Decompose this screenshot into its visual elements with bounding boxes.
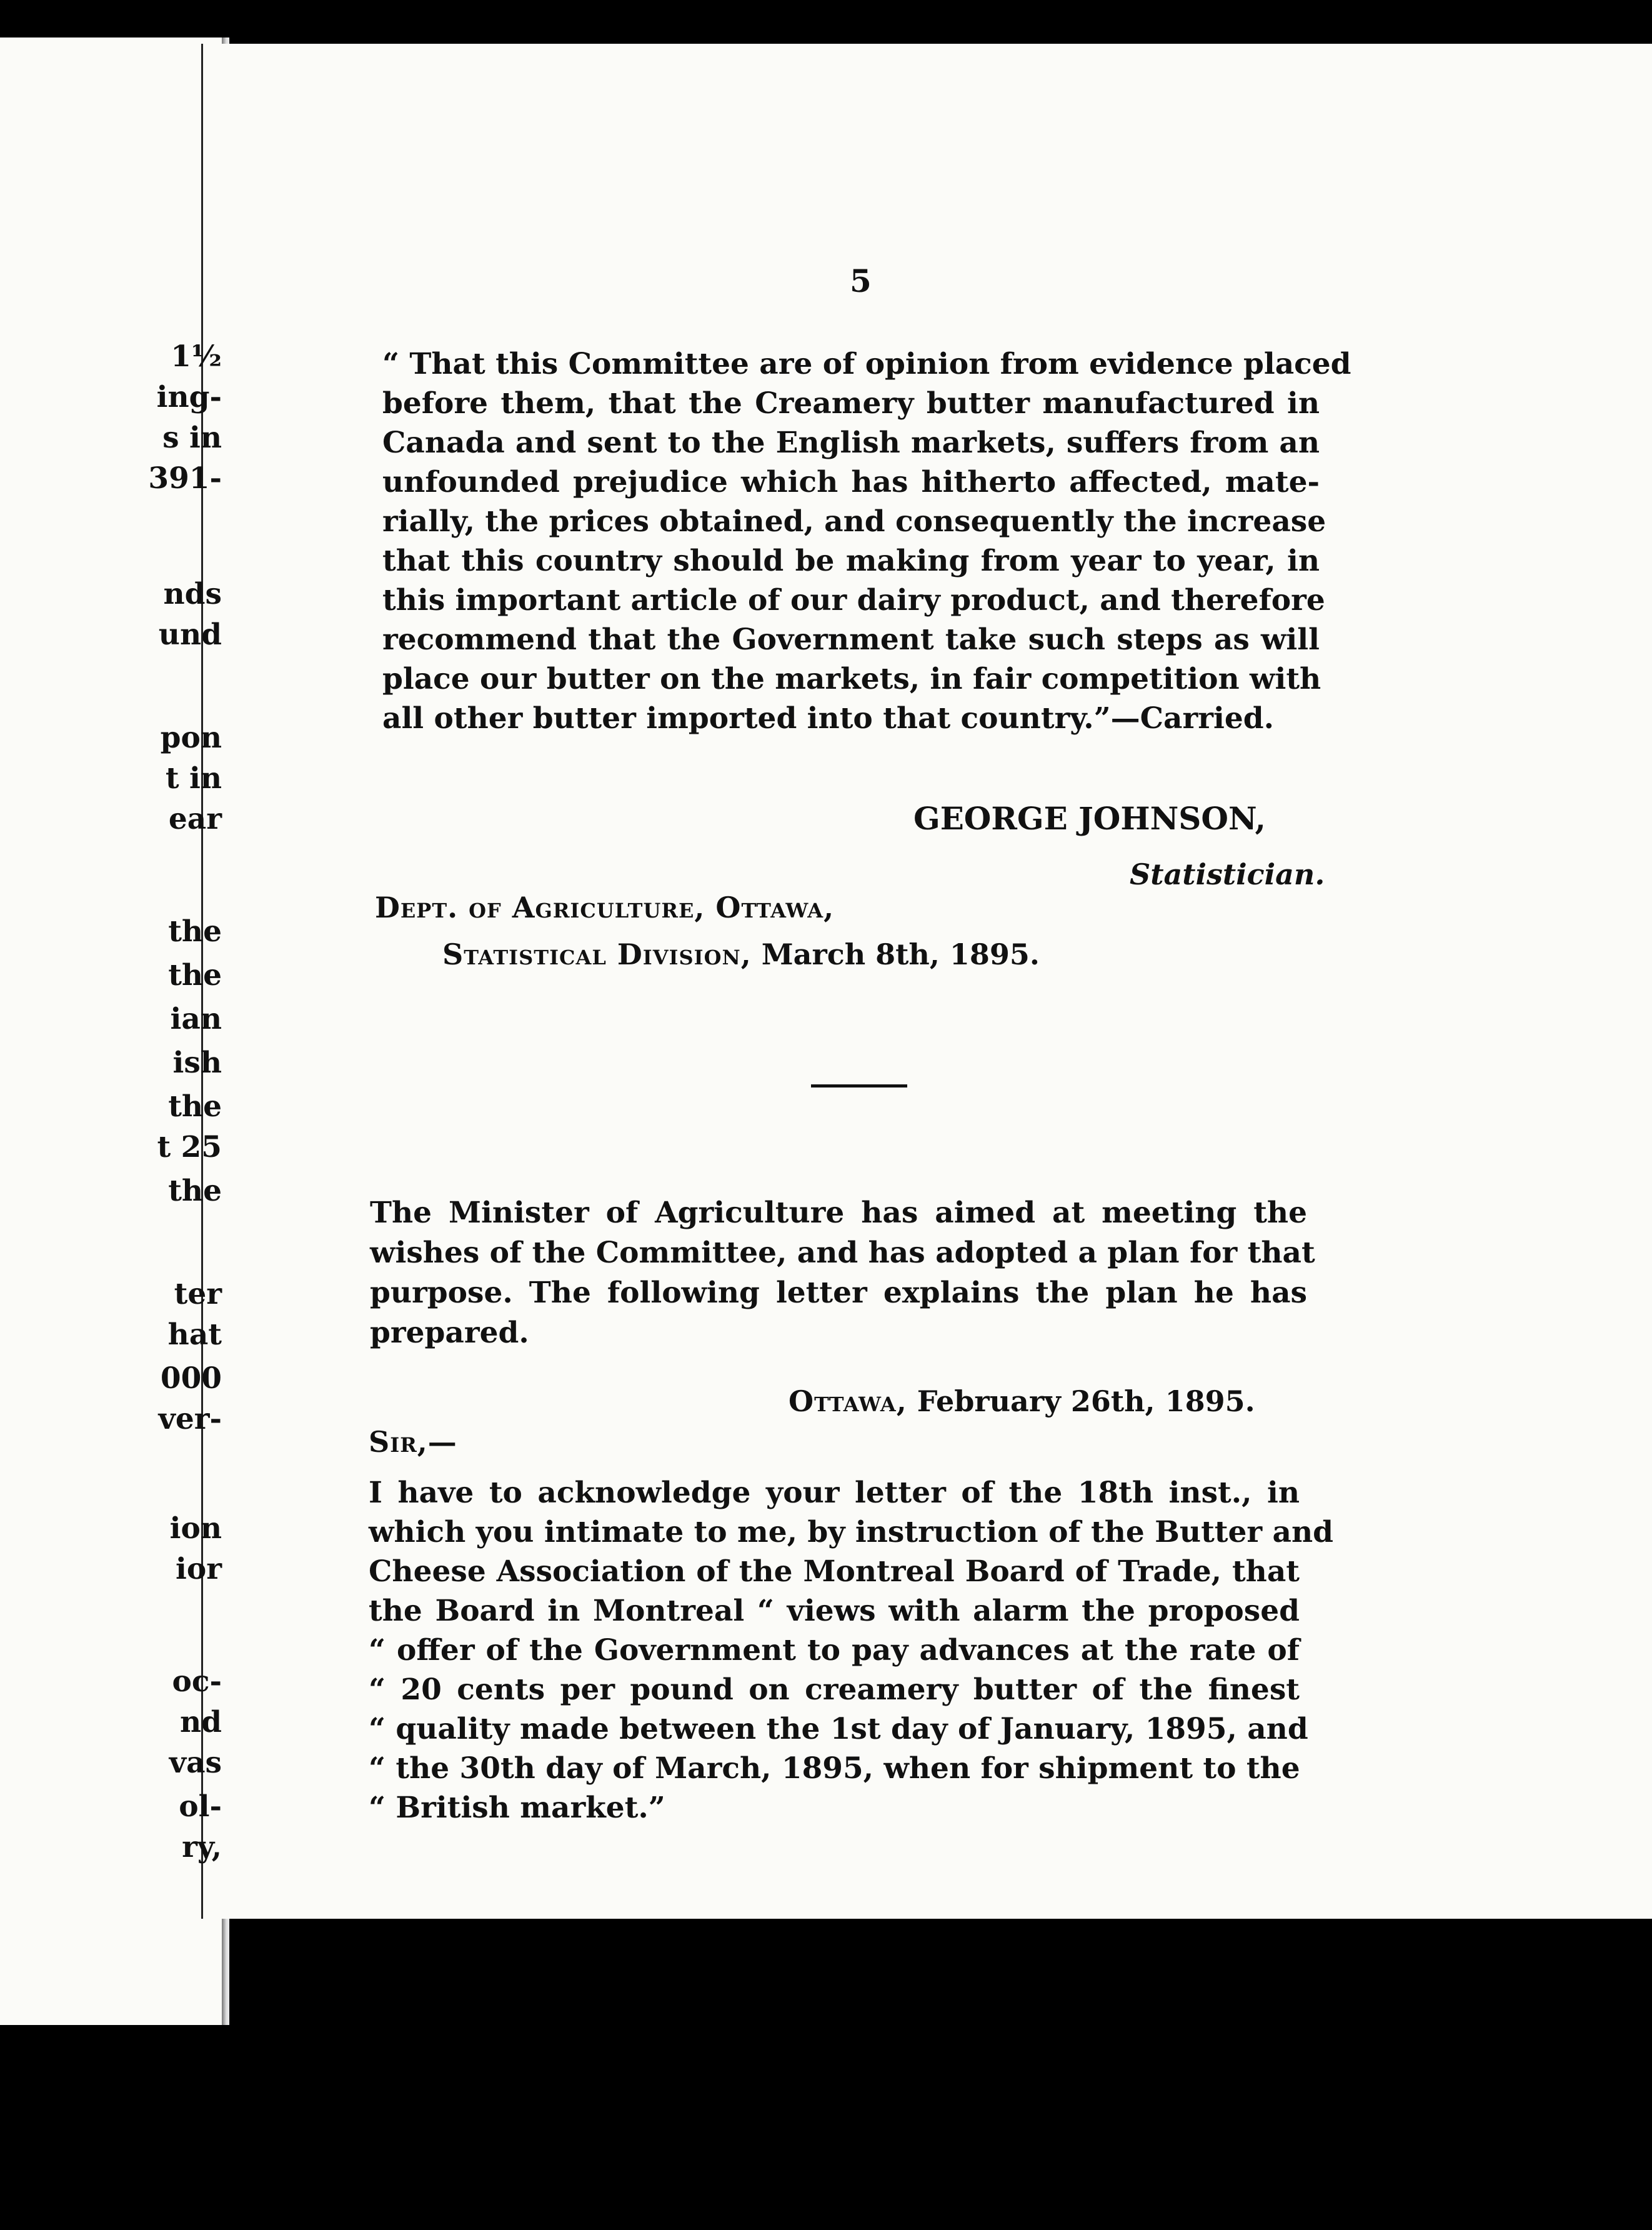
left-page-fragment: ear xyxy=(168,802,222,836)
text-line: all other butter imported into that country.”—Carried. xyxy=(382,701,1274,736)
text-line: Canada and sent to the English markets, suffers from an xyxy=(382,426,1320,460)
left-page-fragment: ian xyxy=(170,1002,222,1036)
letter-date: February 26th, 1895. xyxy=(917,1384,1255,1418)
text-line: “ offer of the Government to pay advances at the rate of xyxy=(369,1633,1300,1668)
left-page-fragment: 000 xyxy=(160,1361,222,1396)
left-page-fragment: t in xyxy=(165,761,222,796)
left-page-fragment: ing- xyxy=(156,380,222,414)
letter-salutation: Sir,— xyxy=(369,1425,457,1459)
left-page-fragment: 391- xyxy=(148,461,222,496)
division-name: Statistical Division, xyxy=(442,938,752,971)
text-line: before them, that the Creamery butter manufactured in xyxy=(382,386,1320,421)
dateline-division xyxy=(442,938,1040,971)
left-page-fragment: s in xyxy=(162,421,222,455)
letter-dateline xyxy=(789,1384,1255,1418)
left-page-fragment: ver- xyxy=(158,1402,222,1436)
dateline-date: March 8th, 1895. xyxy=(761,938,1040,971)
text-line: Cheese Association of the Montreal Board of Trade, that xyxy=(369,1554,1300,1589)
left-page-fragment: the xyxy=(168,958,222,992)
left-page-fragment: vas xyxy=(169,1746,222,1780)
left-page-fragment: ish xyxy=(172,1046,222,1080)
text-line: rially, the prices obtained, and consequently the increase xyxy=(382,504,1326,539)
text-line: “ 20 cents per pound on creamery butter of the finest xyxy=(369,1672,1300,1707)
text-line: “ the 30th day of March, 1895, when for shipment to the xyxy=(369,1751,1300,1786)
signature-name: GEORGE JOHNSON, xyxy=(913,800,1266,837)
left-page-fragment: the xyxy=(168,1089,222,1124)
text-line: that this country should be making from year to year, in xyxy=(382,544,1320,578)
left-page-fragment: nds xyxy=(163,577,222,611)
left-page-fragment: t 25 xyxy=(157,1130,222,1164)
left-page-fragment: oc- xyxy=(172,1664,222,1699)
letter-place: Ottawa, xyxy=(789,1384,907,1418)
signature-title: Statistician. xyxy=(1130,858,1325,891)
left-page-fragment: the xyxy=(168,1174,222,1208)
left-page-fragment: ion xyxy=(169,1511,222,1546)
left-page-fragment: the xyxy=(168,914,222,949)
text-line: “ That this Committee are of opinion from evidence placed xyxy=(382,347,1351,381)
text-line: The Minister of Agriculture has aimed at meeting the xyxy=(370,1196,1307,1230)
text-line: unfounded prejudice which has hitherto affected, mate- xyxy=(382,465,1320,499)
left-page-fragment: und xyxy=(158,618,222,652)
left-page-fragment: ol- xyxy=(179,1789,222,1824)
text-line: prepared. xyxy=(370,1316,529,1350)
left-page-fragment: ry, xyxy=(182,1830,222,1864)
left-page-fragment: ter xyxy=(174,1277,222,1311)
text-line: recommend that the Government take such steps as will xyxy=(382,622,1320,657)
left-page-fragment: nd xyxy=(179,1705,222,1739)
left-page-fragment: hat xyxy=(167,1318,222,1352)
text-line: the Board in Montreal “ views with alarm the proposed xyxy=(369,1594,1300,1628)
text-line: wishes of the Committee, and has adopted a plan for that xyxy=(370,1236,1315,1270)
dateline-department: Dept. of Agriculture, Ottawa, xyxy=(375,891,835,924)
page-number: 5 xyxy=(850,262,872,299)
left-page-fragment: 1½ xyxy=(171,339,222,374)
text-line: “ quality made between the 1st day of January, 1895, and xyxy=(369,1712,1308,1746)
text-line: which you intimate to me, by instruction of the Butter and xyxy=(369,1515,1334,1549)
left-page-fragment: pon xyxy=(160,721,222,755)
text-line: this important article of our dairy product, and therefore xyxy=(382,583,1325,618)
text-line: “ British market.” xyxy=(369,1791,665,1825)
left-page-fragment: ior xyxy=(176,1552,222,1586)
text-line: place our butter on the markets, in fair competition with xyxy=(382,662,1321,696)
section-divider xyxy=(811,1084,907,1088)
text-line: purpose. The following letter explains the plan he has xyxy=(370,1276,1307,1310)
text-line: I have to acknowledge your letter of the 18th inst., in xyxy=(369,1476,1300,1510)
